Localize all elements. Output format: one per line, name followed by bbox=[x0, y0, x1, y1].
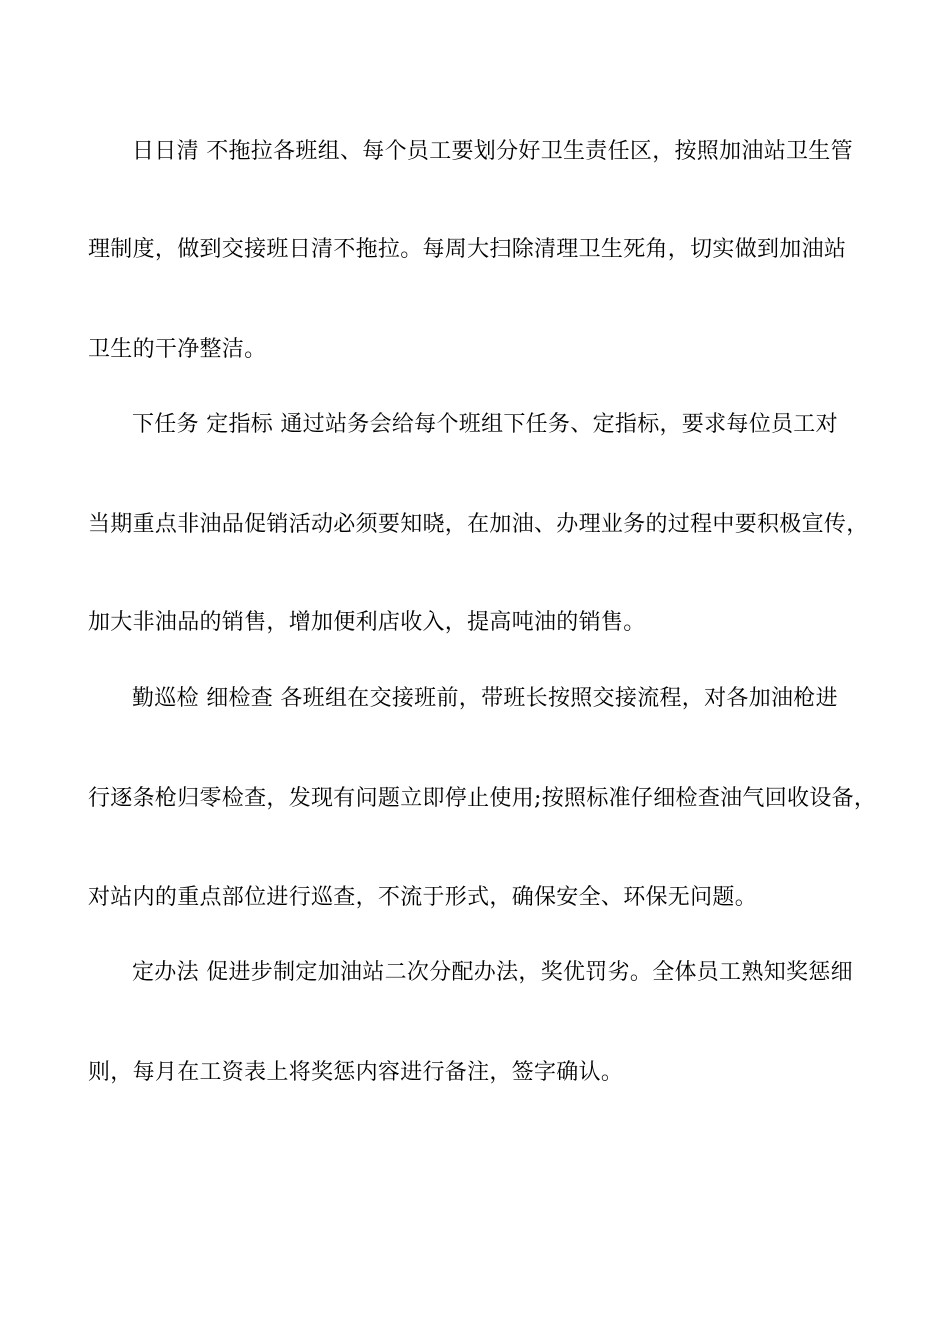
paragraph-2-line-3: 加大非油品的销售，增加便利店收入，提高吨油的销售。 bbox=[88, 610, 646, 635]
paragraph-1-line-2: 理制度，做到交接班日清不拖拉。每周大扫除清理卫生死角，切实做到加油站 bbox=[88, 237, 847, 262]
paragraph-1-line-3: 卫生的干净整洁。 bbox=[88, 337, 267, 362]
paragraph-2-line-2: 当期重点非油品促销活动必须要知晓，在加油、办理业务的过程中要积极宣传， bbox=[88, 512, 869, 537]
paragraph-3-line-1: 勤巡检 细检查 各班组在交接班前，带班长按照交接流程，对各加油枪进 bbox=[132, 686, 838, 711]
paragraph-2-line-1: 下任务 定指标 通过站务会给每个班组下任务、定指标，要求每位员工对 bbox=[132, 412, 838, 437]
paragraph-3-line-2: 行逐条枪归零检查，发现有问题立即停止使用;按照标准仔细检查油气回收设备， bbox=[88, 786, 877, 811]
paragraph-1-line-1: 日日清 不拖拉各班组、每个员工要划分好卫生责任区，按照加油站卫生管 bbox=[132, 139, 853, 164]
paragraph-4-line-1: 定办法 促进步制定加油站二次分配办法，奖优罚劣。全体员工熟知奖惩细 bbox=[132, 960, 853, 985]
paragraph-3-line-3: 对站内的重点部位进行巡查，不流于形式，确保安全、环保无问题。 bbox=[88, 885, 758, 910]
paragraph-4-line-2: 则，每月在工资表上将奖惩内容进行备注，签字确认。 bbox=[88, 1060, 624, 1085]
